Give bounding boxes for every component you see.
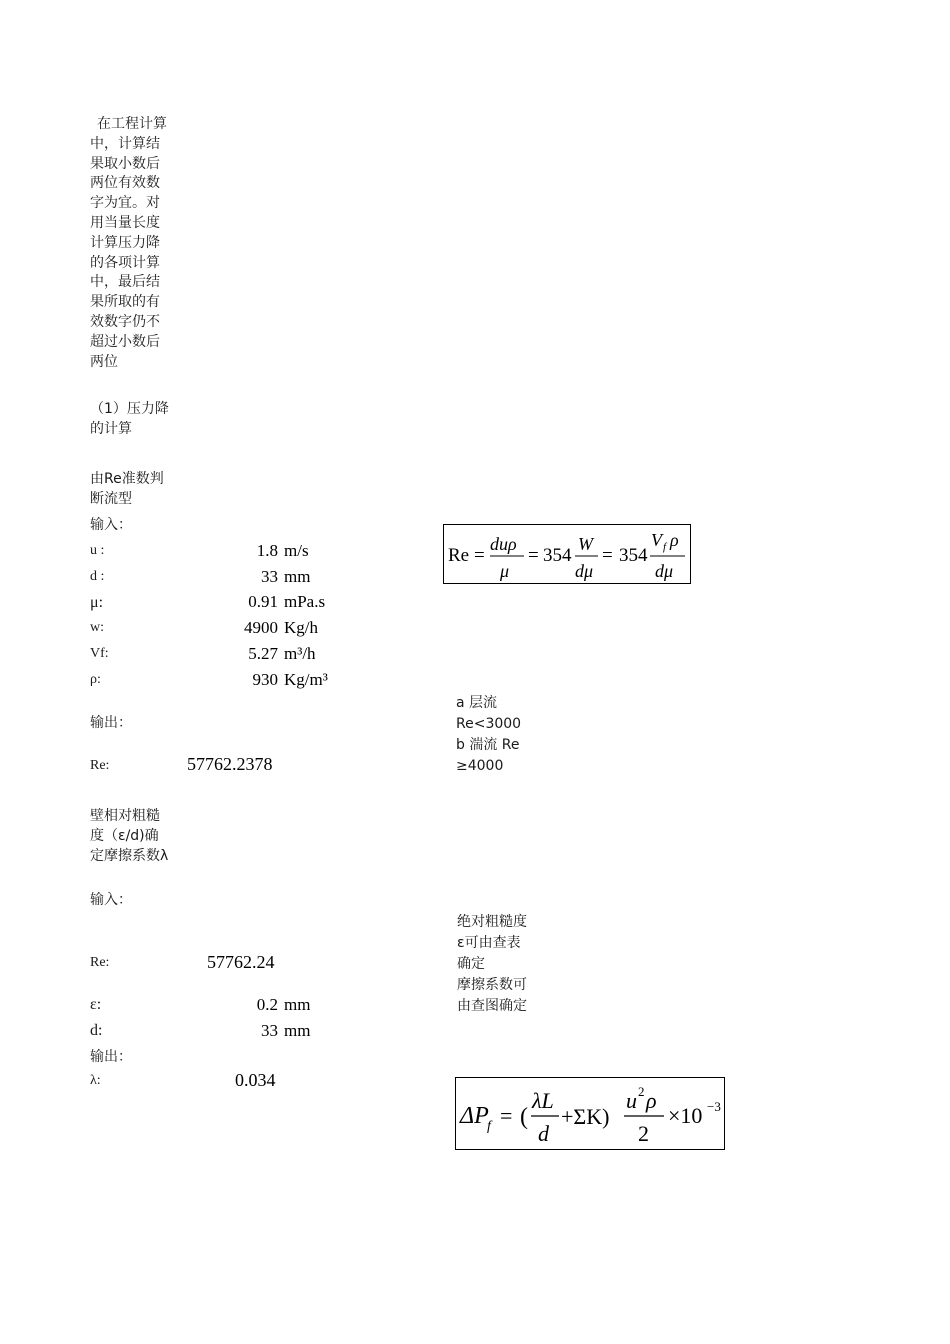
- formula-rho: ρ: [670, 530, 679, 550]
- formula-vf-subscript: f: [663, 541, 667, 553]
- side-note-line-4: 摩擦系数可: [457, 977, 527, 993]
- formula2-delta-p: ΔP: [460, 1103, 489, 1129]
- input-unit-w: Kg/h: [284, 618, 318, 637]
- formula2-u-exponent: 2: [638, 1084, 645, 1099]
- input-label-w: w:: [90, 620, 104, 635]
- formula-dup: duρ: [490, 534, 517, 554]
- input2-value-eps: 0.2: [256, 995, 278, 1014]
- formula2-d: d: [538, 1121, 549, 1146]
- flow-regime-notes: [456, 693, 546, 777]
- output-value-lambda: 0.034: [235, 1070, 276, 1090]
- input-unit-mu: mPa.s: [284, 592, 326, 611]
- reynolds-formula: [443, 524, 691, 584]
- input2-unit-eps: mm: [284, 995, 311, 1014]
- formula2-eq: =: [500, 1103, 513, 1128]
- turbulent-condition: ≥4000: [456, 758, 504, 774]
- input-unit-d: mm: [284, 567, 311, 586]
- formula2-exponent: −3: [707, 1099, 721, 1114]
- input-value-rho: 930: [252, 670, 278, 689]
- output-value-re: 57762.2378: [187, 754, 273, 774]
- input-label-rho: ρ:: [90, 672, 101, 687]
- formula2-denominator-2: 2: [638, 1121, 649, 1146]
- formula2-u: u: [626, 1088, 637, 1113]
- input2-label-d: d:: [90, 1022, 103, 1039]
- formula2-subscript-f: f: [487, 1119, 491, 1134]
- input-value-mu: 0.91: [248, 592, 278, 611]
- formula-354-a: 354: [543, 545, 572, 566]
- formula-re-symbol: Re: [448, 545, 470, 566]
- input-label-mu: μ:: [90, 594, 104, 611]
- formula2-left-paren: (: [520, 1104, 528, 1130]
- input2-value-d: 33: [261, 1021, 278, 1040]
- side-note-line-3: 确定: [457, 956, 485, 972]
- output-label-2: 输出：: [90, 1049, 132, 1065]
- section-heading-pressure-drop: （1）压力降的计算: [90, 401, 169, 437]
- output-label-re: Re:: [90, 758, 110, 773]
- formula-mu: μ: [500, 561, 510, 581]
- input-unit-rho: Kg/m³: [284, 670, 328, 689]
- roughness-side-notes: [457, 912, 547, 1017]
- input-label-1: 输入：: [90, 517, 132, 533]
- formula-eq-1: =: [474, 545, 485, 566]
- reynolds-formula-svg: [444, 525, 690, 583]
- pressure-drop-formula-svg: [456, 1078, 724, 1149]
- formula2-rho: ρ: [646, 1088, 657, 1113]
- side-note-line-2: ε可由查表: [457, 935, 521, 951]
- formula-w: W: [578, 534, 593, 554]
- formula2-plus-sum-k: +ΣK): [561, 1104, 610, 1129]
- input-unit-u: m/s: [284, 541, 309, 560]
- laminar-condition: Re<3000: [456, 716, 522, 732]
- output-label-lambda: λ:: [90, 1073, 101, 1088]
- side-note-line-5: 由查图确定: [457, 998, 527, 1014]
- formula-dmu-1: dμ: [575, 561, 594, 581]
- formula-eq-3: =: [602, 545, 613, 566]
- input2-label-re: Re:: [90, 955, 110, 970]
- input-label-d: d :: [90, 569, 105, 584]
- roughness-heading: 壁相对粗糙度（ε/d)确定摩擦系数λ: [90, 808, 169, 864]
- formula-dmu-2: dμ: [655, 561, 674, 581]
- formula-eq-2: =: [528, 545, 539, 566]
- input-label-vf: Vf:: [90, 646, 109, 661]
- side-note-line-1: 绝对粗糙度: [457, 914, 527, 930]
- formula-354-b: 354: [619, 545, 648, 566]
- formula2-times-ten: ×10: [668, 1103, 703, 1128]
- formula2-lambda-l: λL: [532, 1088, 554, 1113]
- intro-note: 在工程计算中，计算结果取小数后两位有效数字为宜。对用当量长度计算压力降的各项计算中，最后结果所取的有效数字仍不超过小数后两位: [90, 116, 167, 370]
- output-label-1: 输出：: [90, 715, 132, 731]
- input-value-vf: 5.27: [248, 644, 278, 663]
- input-value-u: 1.8: [256, 541, 278, 560]
- input-value-d: 33: [261, 567, 278, 586]
- input-unit-vf: m³/h: [284, 644, 316, 663]
- laminar-label: a 层流: [456, 695, 498, 711]
- input2-label-eps: ε:: [90, 996, 102, 1013]
- input-label-2: 输入：: [90, 892, 132, 908]
- pressure-drop-formula: [455, 1077, 725, 1150]
- re-flow-type-heading: 由Re准数判断流型: [90, 471, 164, 507]
- input2-unit-d: mm: [284, 1021, 311, 1040]
- input-value-w: 4900: [244, 618, 278, 637]
- turbulent-label: b 湍流 Re: [456, 737, 520, 753]
- formula-vf: V: [651, 530, 662, 550]
- input-label-u: u :: [90, 543, 105, 558]
- input2-value-re: 57762.24: [207, 952, 275, 972]
